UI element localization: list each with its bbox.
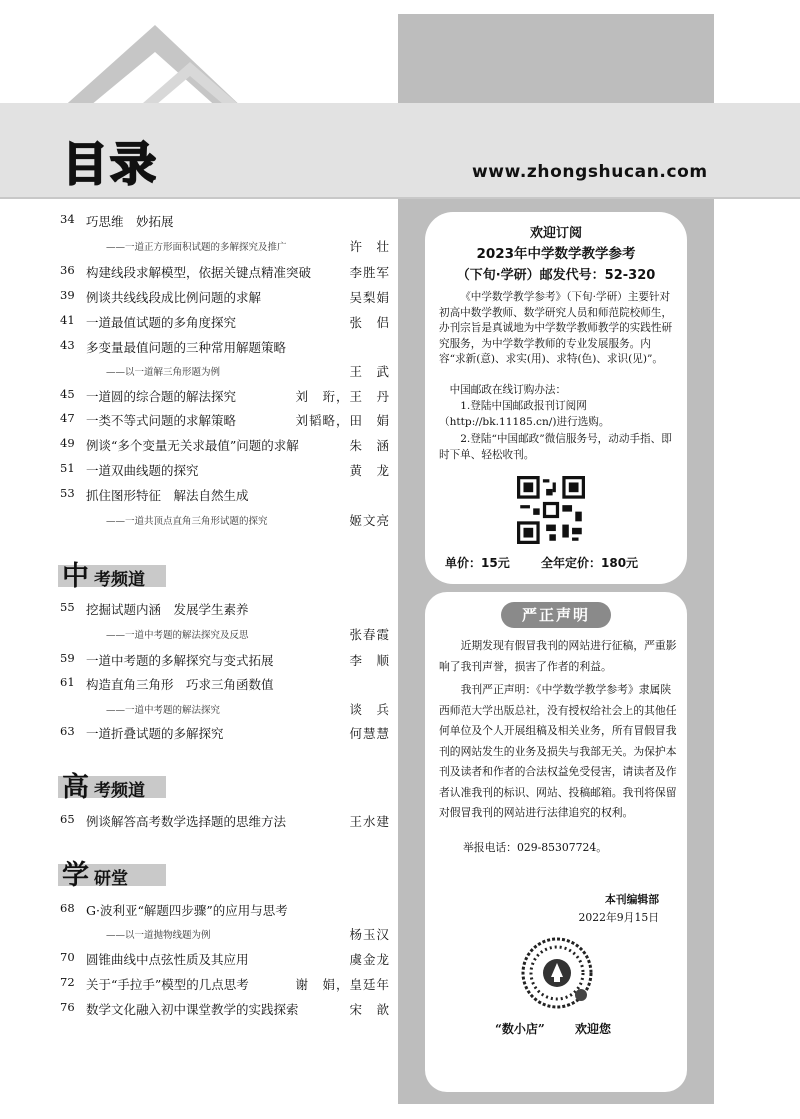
toc-entry (60, 1000, 390, 1020)
toc-subtitle-text: ——一道共顶点直角三角形试题的探究 (106, 516, 268, 527)
subscription-method-title: 中国邮政在线订购办法： (449, 384, 567, 396)
toc-entry (60, 651, 390, 671)
toc-entry (60, 313, 390, 333)
toc-author: 李胜军 (349, 265, 390, 280)
toc-entry (60, 436, 390, 456)
toc-page-number: 47 (60, 411, 75, 425)
section-heading-zhongkao (58, 556, 168, 592)
toc-page-number: 61 (60, 675, 75, 689)
toc-entry (60, 263, 390, 283)
toc-entry (60, 950, 390, 970)
section-heading-big-char: 学 (62, 860, 89, 891)
toc-author: 何慧慧 (349, 726, 390, 741)
toc-subtitle (106, 238, 390, 256)
toc-page-number: 34 (60, 212, 75, 226)
subscription-annual-price: 全年定价：180元 (541, 556, 639, 570)
header-divider (0, 197, 800, 199)
toc-page-number: 55 (60, 600, 75, 614)
toc-page-number: 43 (60, 338, 75, 352)
toc-author: 王 武 (349, 364, 390, 379)
toc-title: 圆锥曲线中点弦性质及其应用 (86, 952, 249, 967)
toc-page-number: 76 (60, 1000, 75, 1014)
notice-title: 严正声明 (501, 602, 611, 628)
toc-entry (60, 812, 390, 832)
section-heading-xueyan (58, 855, 168, 891)
toc-author: 张春霞 (349, 627, 390, 642)
toc-entry (60, 338, 390, 358)
toc-title: 例谈“多个变量无关求最值”问题的求解 (86, 438, 299, 453)
toc-entry (60, 975, 390, 995)
toc-subtitle-text: ——一道正方形面积试题的多解探究及推广 (106, 242, 287, 253)
notice-date: 2022年9月15日 (578, 911, 659, 924)
toc-subtitle-text: ——以一道解三角形题为例 (106, 367, 221, 378)
toc-title: 一道圆的综合题的解法探究 (86, 389, 237, 404)
website-url: www.zhongshucan.com (472, 162, 708, 182)
toc-page-number: 65 (60, 812, 75, 826)
notice-paragraph-1: 近期发现有假冒我刊的网站进行征稿，严重影响了我刊声誉，损害了作者的利益。 (439, 639, 677, 673)
toc-title: G·波利亚“解题四步骤”的应用与思考 (86, 903, 288, 918)
notice-editorial-dept: 本刊编辑部 (605, 893, 659, 906)
toc-entry (60, 901, 390, 921)
toc-entry (60, 675, 390, 695)
toc-author: 张 侣 (349, 315, 390, 330)
toc-author: 李 顺 (349, 653, 390, 668)
toc-title: 一道最值试题的多角度探究 (86, 315, 237, 330)
toc-page-number: 72 (60, 975, 75, 989)
toc-entry (60, 724, 390, 744)
section-heading-gaokao (58, 767, 168, 803)
toc-entry (60, 461, 390, 481)
toc-title: 数学文化融入初中课堂教学的实践探索 (86, 1002, 299, 1017)
toc-author: 杨玉汉 (349, 927, 390, 942)
page-title: 目录 (62, 137, 158, 191)
toc-title: 例谈解答高考数学选择题的思维方法 (86, 814, 287, 829)
mini-program-code-icon (521, 937, 593, 1009)
toc-title: 一类不等式问题的求解策略 (86, 413, 237, 428)
subscription-step-1: 1.登陆中国邮政报刊订阅网（http://bk.11185.cn/)进行选购。 (439, 400, 610, 428)
notice-paragraph-2: 我刊严正声明：《中学数学教学参考》隶属陕西师范大学出版总社，没有授权给社会上的其他任何单位及个人开展组稿及相关业务，所有冒假冒我刊的网站发生的业务及损失与我部无关。为保护本刊及读者和作者的合法权益免受侵害，请读者及作者认准我刊的标识、网站、投稿邮箱。我刊将保留对假冒我刊的网站进行法律追究的权利。 (439, 683, 677, 819)
toc-author: 姬文亮 (349, 513, 390, 528)
toc-page-number: 41 (60, 313, 75, 327)
toc-subtitle (106, 626, 390, 644)
toc-subtitle (106, 512, 390, 530)
toc-author: 王水建 (349, 814, 390, 829)
toc-entry (60, 212, 390, 232)
section-heading-rest: 考频道 (94, 570, 145, 590)
toc-author: 虞金龙 (349, 952, 390, 967)
toc-entry (60, 486, 390, 506)
toc-title: 构造直角三角形 巧求三角函数值 (86, 677, 274, 692)
toc-author: 刘韬略，田 娟 (295, 413, 390, 428)
toc-title: 抓住图形特征 解法自然生成 (86, 488, 249, 503)
toc-page-number: 51 (60, 461, 75, 475)
toc-author: 朱 涵 (349, 438, 390, 453)
toc-author: 黄 龙 (349, 463, 390, 478)
toc-title: 一道双曲线题的探究 (86, 463, 199, 478)
section-heading-rest: 研堂 (94, 869, 128, 889)
toc-author: 许 壮 (349, 239, 390, 254)
toc-title: 例谈共线线段成比例问题的求解 (86, 290, 262, 305)
toc-page-number: 53 (60, 486, 75, 500)
notice-report-phone: 举报电话：029-85307724。 (463, 841, 607, 854)
toc-subtitle (106, 926, 390, 944)
subscription-qr-code-icon (517, 476, 585, 544)
toc-title: 关于“手拉手”模型的几点思考 (86, 977, 249, 992)
subscription-journal-year: 2023年中学数学教学参考 (476, 246, 636, 262)
toc-page-number: 68 (60, 901, 75, 915)
toc-subtitle-text: ——一道中考题的解法探究及反思 (106, 630, 249, 641)
toc-title: 巧思维 妙拓展 (86, 214, 174, 229)
toc-entry (60, 411, 390, 431)
toc-author: 宋 歆 (349, 1002, 390, 1017)
section-heading-big-char: 中 (62, 561, 89, 592)
subscription-unit-price: 单价：15元 (445, 556, 510, 570)
toc-page-number: 63 (60, 724, 75, 738)
toc-page-number: 39 (60, 288, 75, 302)
toc-author: 吴梨娟 (349, 290, 390, 305)
shop-welcome: 欢迎您 (575, 1022, 612, 1036)
subscription-heading: 欢迎订阅 (529, 226, 582, 241)
toc-author: 谢 娟，皇廷年 (295, 977, 390, 992)
toc-page-number: 36 (60, 263, 75, 277)
toc-subtitle-text: ——一道中考题的解法探究 (106, 705, 221, 716)
toc-title: 一道中考题的多解探究与变式拓展 (86, 653, 274, 668)
toc-page-number: 49 (60, 436, 75, 450)
toc-entry (60, 288, 390, 308)
toc-page-number: 45 (60, 387, 75, 401)
subscription-step-2: 2.登陆“中国邮政”微信服务号，动动手指、即时下单、轻松收刊。 (439, 433, 672, 461)
toc-entry (60, 600, 390, 620)
toc-page-number: 59 (60, 651, 75, 665)
section-heading-big-char: 高 (62, 772, 89, 803)
toc-subtitle-text: ——以一道抛物线题为例 (106, 930, 211, 941)
toc-title: 多变量最值问题的三种常用解题策略 (86, 340, 287, 355)
notice-card (425, 592, 687, 1092)
toc-entry (60, 387, 390, 407)
toc-title: 一道折叠试题的多解探究 (86, 726, 224, 741)
toc-title: 构建线段求解模型，依据关键点精准突破 (86, 265, 312, 280)
toc-title: 挖掘试题内涵 发展学生素养 (86, 602, 249, 617)
section-heading-rest: 考频道 (94, 781, 145, 801)
subscription-card (425, 212, 687, 584)
toc-page-number: 70 (60, 950, 75, 964)
toc-subtitle (106, 363, 390, 381)
shop-name: “数小店” (495, 1022, 545, 1036)
subscription-description: 《中学数学教学参考》（下旬·学研）主要针对初高中数学教师、数学研究人员和师范院校师生，办刊宗旨是真诚地为中学数学教师教学的实践性研究服务，为中学数学教师的专业发展服务。内容“求新(意)、求实(用)、求特(色)、求识(见)”。 (439, 291, 673, 365)
subscription-postal-code: （下旬·学研）邮发代号：52-320 (456, 268, 656, 283)
header-triangle-decoration (40, 20, 280, 110)
toc-subtitle (106, 701, 390, 719)
toc-author: 谈 兵 (349, 702, 390, 717)
toc-author: 刘 珩，王 丹 (295, 389, 390, 404)
